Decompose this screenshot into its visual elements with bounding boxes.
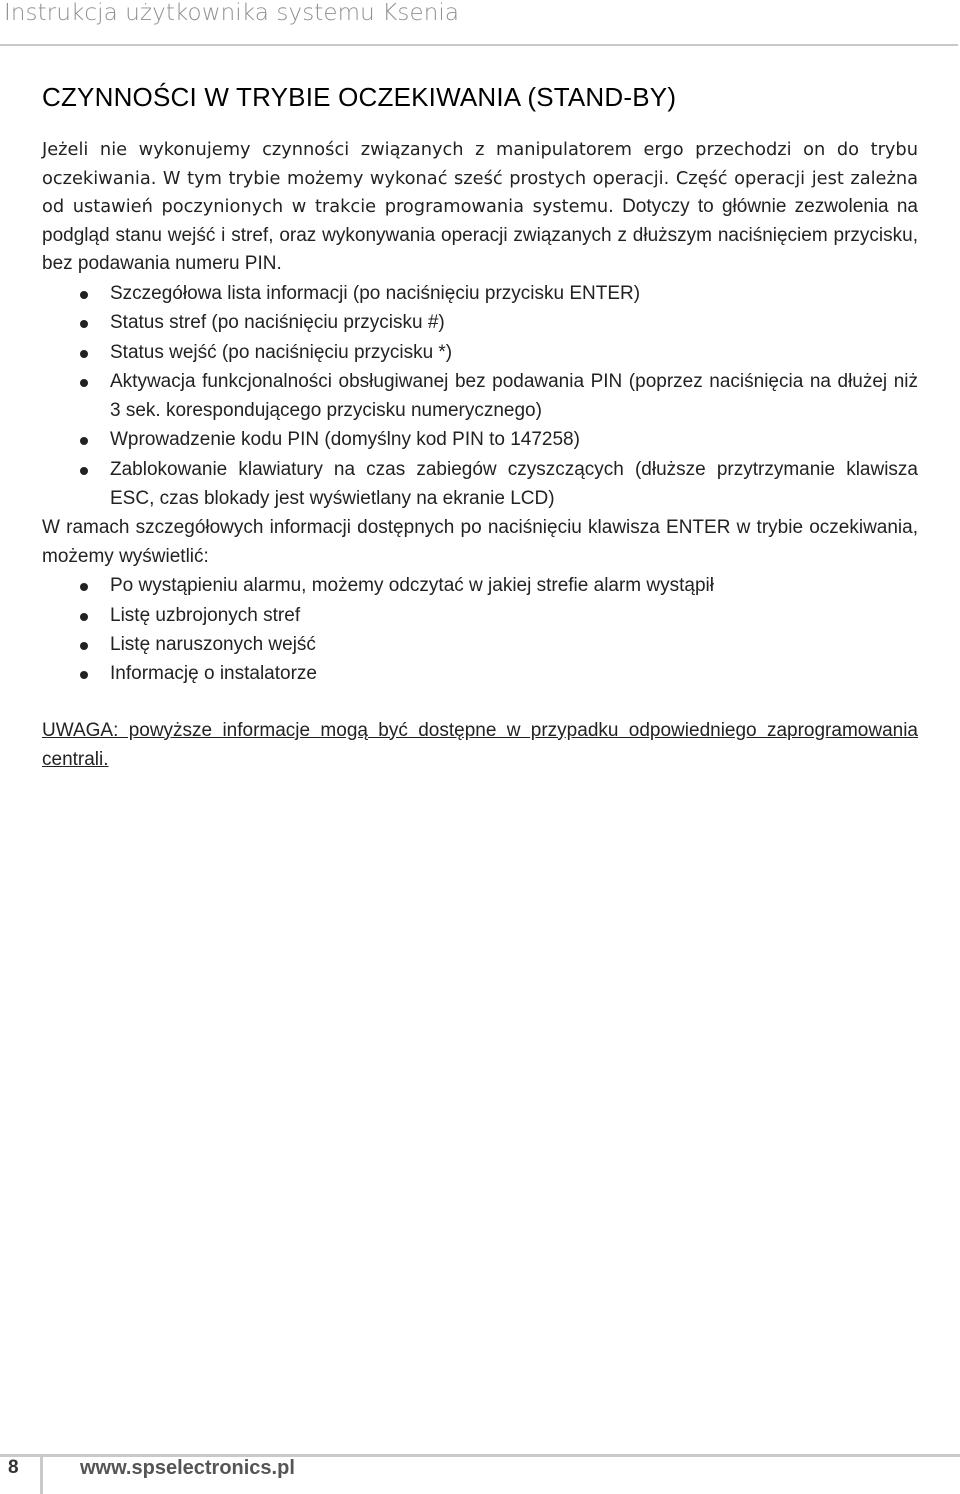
bullet-icon [80,291,88,299]
document-title: Instrukcja użytkownika systemu Ksenia [4,0,460,26]
bullet-icon [80,671,88,679]
header-divider [0,44,958,46]
details-list [42,571,918,688]
list-item: Po wystąpieniu alarmu, możemy odczytać w jakiej strefie alarm wystąpił [42,571,918,600]
intro-text-part-1: Jeżeli nie wykonujemy czynności związanych z manipulatorem ergo przechodzi on do trybu oczekiwania. W tym trybie możemy wykonać sześć prostych operacji. Część operacji jest zależna od ustawień poczynionych w trakcie programowania systemu. [42,139,918,218]
bullet-icon [80,350,88,358]
details-intro-paragraph: W ramach szczegółowych informacji dostępnych po naciśnięciu klawisza ENTER w trybie oczekiwania, możemy wyświetlić: [42,517,918,568]
operations-list [42,279,918,513]
list-item: Listę naruszonych wejść [42,630,918,659]
list-item: Szczegółowa lista informacji (po naciśnięciu przycisku ENTER) [42,279,918,308]
list-item: Status stref (po naciśnięciu przycisku #) [42,308,918,337]
page-footer [0,1444,960,1484]
intro-text-part-2: Dotyczy to głównie zezwolenia na podgląd stanu wejść i stref, oraz wykonywania operacji związanych z dłuższym naciśnięciem przycisku, bez podawania numeru PIN. [42,196,918,275]
page-content [42,78,918,774]
list-item: Informację o instalatorze [42,659,918,688]
bullet-icon [80,613,88,621]
bullet-icon [80,642,88,650]
list-item: Listę uzbrojonych stref [42,601,918,630]
bullet-icon [80,583,88,591]
footer-vertical-divider [40,1454,43,1494]
list-item: Status wejść (po naciśnięciu przycisku *) [42,338,918,367]
page-number: 8 [8,1457,19,1478]
warning-note: UWAGA: powyższe informacje mogą być dostępne w przypadku odpowiedniego zaprogramowania centrali. [42,719,918,770]
bullet-icon [80,320,88,328]
bullet-icon [80,437,88,445]
list-item: Wprowadzenie kodu PIN (domyślny kod PIN to 147258) [42,425,918,454]
bullet-icon [80,467,88,475]
footer-url: www.spselectronics.pl [80,1457,295,1479]
list-item: Zablokowanie klawiatury na czas zabiegów czyszczących (dłuższe przytrzymanie klawisza ESC, czas blokady jest wyświetlany na ekranie LCD) [42,455,918,514]
section-title: CZYNNOŚCI W TRYBIE OCZEKIWANIA (STAND-BY) [42,82,677,112]
page-header [0,0,960,46]
bullet-icon [80,379,88,387]
intro-paragraph [42,136,918,279]
list-item: Aktywacja funkcjonalności obsługiwanej bez podawania PIN (poprzez naciśnięcia na dłużej niż 3 sek. korespondującego przycisku numerycznego) [42,367,918,426]
